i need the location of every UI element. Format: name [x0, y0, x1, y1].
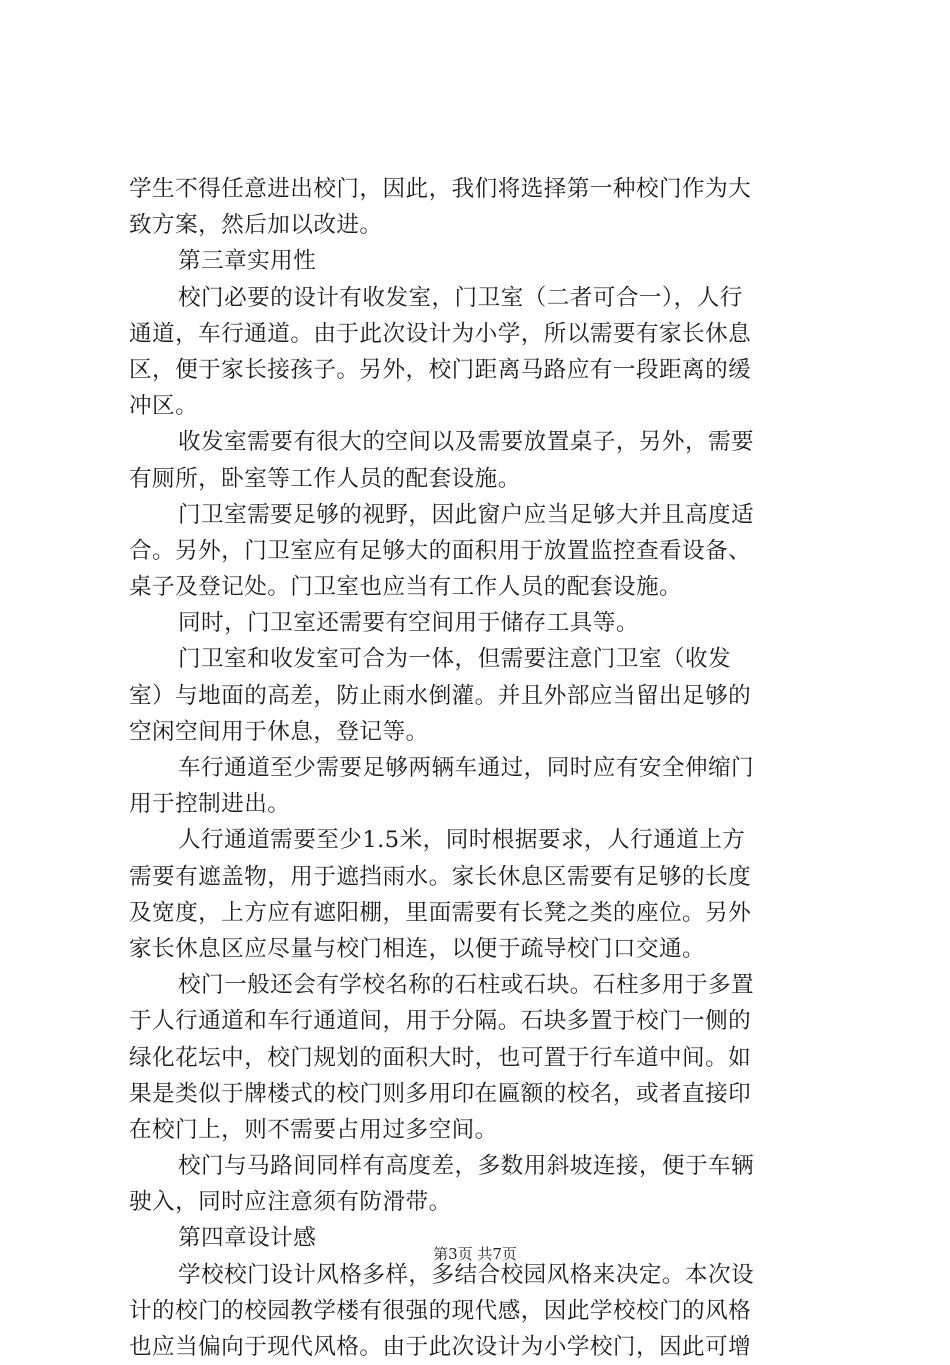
- text-line: 家长休息区应尽量与校门相连，以便于疏导校门口交通。: [129, 935, 706, 962]
- text-line: 通道，车行通道。由于此次设计为小学，所以需要有家长休息: [129, 320, 752, 347]
- text-line: 室）与地面的高差，防止雨水倒灌。并且外部应当留出足够的: [129, 682, 752, 709]
- page-number: 第3页 共7页: [433, 1245, 517, 1263]
- text-line: 及宽度，上方应有遮阳棚，里面需要有长凳之类的座位。另外: [129, 899, 752, 926]
- text-line: 致方案，然后加以改进。: [129, 212, 383, 239]
- text-line: 同时，门卫室还需要有空间用于储存工具等。: [178, 610, 639, 637]
- text-line: 校门一般还会有学校名称的石柱或石块。石柱多用于多置: [178, 972, 755, 999]
- text-line: 于人行通道和车行通道间，用于分隔。石块多置于校门一侧的: [129, 1008, 752, 1035]
- text-line: 计的校门的校园教学楼有很强的现代感，因此学校校门的风格: [129, 1297, 752, 1324]
- text-line: 冲区。: [129, 393, 199, 420]
- text-line: 需要有遮盖物，用于遮挡雨水。家长休息区需要有足够的长度: [129, 863, 752, 890]
- text-line: 合。另外，门卫室应有足够大的面积用于放置监控查看设备、: [129, 537, 752, 564]
- text-line: 校门与马路间同样有高度差，多数用斜坡连接，便于车辆: [178, 1153, 755, 1180]
- text-line: 学校校门设计风格多样，多结合校园风格来决定。本次设: [178, 1261, 755, 1288]
- text-line: 收发室需要有很大的空间以及需要放置桌子，另外，需要: [178, 429, 755, 456]
- chapter-heading: 第四章设计感: [178, 1225, 317, 1252]
- text-line: 门卫室需要足够的视野，因此窗户应当足够大并且高度适: [178, 501, 755, 528]
- text-line: 绿化花坛中，校门规划的面积大时，也可置于行车道中间。如: [129, 1044, 752, 1071]
- text-line: 驶入，同时应注意须有防滑带。: [129, 1189, 452, 1216]
- text-line: 区，便于家长接孩子。另外，校门距离马路应有一段距离的缓: [129, 356, 752, 383]
- text-line: 用于控制进出。: [129, 791, 291, 818]
- text-line: 果是类似于牌楼式的校门则多用印在匾额的校名，或者直接印: [129, 1080, 752, 1107]
- text-line: 有厕所，卧室等工作人员的配套设施。: [129, 465, 521, 492]
- text-line: 在校门上，则不需要占用过多空间。: [129, 1116, 498, 1143]
- text-line: 空闲空间用于休息，登记等。: [129, 718, 429, 745]
- document-body: [129, 171, 830, 1365]
- text-line: 门卫室和收发室可合为一体，但需要注意门卫室（收发: [178, 646, 732, 673]
- text-line: 桌子及登记处。门卫室也应当有工作人员的配套设施。: [129, 574, 683, 601]
- chapter-heading: 第三章实用性: [178, 248, 317, 275]
- text-line: 人行通道需要至少1.5米，同时根据要求，人行通道上方: [178, 827, 746, 854]
- text-line: 学生不得任意进出校门，因此，我们将选择第一种校门作为大: [129, 176, 752, 202]
- page-footer: [0, 1243, 950, 1264]
- text-line: 也应当偏向于现代风格。由于此次设计为小学校门，因此可增: [129, 1334, 752, 1360]
- text-line: 校门必要的设计有收发室，门卫室（二者可合一），人行: [178, 284, 743, 311]
- text-line: 车行通道至少需要足够两辆车通过，同时应有安全伸缩门: [178, 755, 755, 781]
